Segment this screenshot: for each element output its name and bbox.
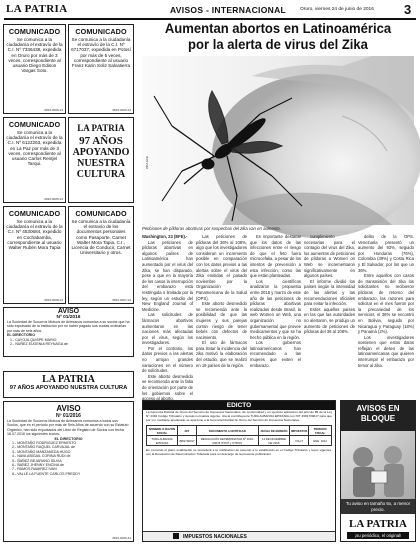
banner-tagline: 97 AÑOS APOYANDO NUESTRA CULTURA — [9, 385, 128, 391]
article-paragraph: Las solicitudes de fármacos abortivos aumentaron en las naciones más afectadas por el virus, según los investigadores. — [142, 312, 193, 346]
article-paragraph: Los gobiernos latinoamericanos han recomendado a las mujeres que eviten el embarazo. — [250, 340, 301, 368]
edicto-agency: IMPUESTOS NACIONALES — [183, 533, 247, 540]
notice-title: COMUNICADO — [8, 27, 61, 36]
edicto-closing: En conocido el plazo establecido se procederá a la notificación de acuerdo a lo establecido en el Código Tributario y leyes vigentes, con la Resolución de Determinación Tributaria para su descargo de la presente publicación. — [146, 448, 332, 457]
page-number: 3 — [404, 2, 412, 17]
aviso-directory: EL DIRECTORIO — [7, 333, 36, 338]
aviso-code: 0816-0006-24 — [112, 536, 131, 540]
article-column — [142, 234, 193, 402]
article-paragraph: Por el contrario, los datos previos a las alertas no arrojan grandes variaciones en el número de solicitudes. — [142, 345, 193, 374]
table-cell: RESOLUCIÓN DETERMINATIVA Nº 1016-00015 ITFCP y OTROS — [196, 436, 258, 446]
notice-box — [3, 117, 66, 203]
article-paragraph: delito de la OPS. Venezuela presentó un aumento del 93%, seguido por Honduras (76%), Colombia (39%) y Costa Rica y El Salvador, por los que un 36%. — [358, 234, 414, 273]
table-header: DOCUMENTO A NOTIFICAR — [196, 426, 258, 436]
article-paragraph: El uso de fármacos para tratar la incidencia del zika motivó la elaboración del estudio, que se realizó en 19 países de la región. — [196, 340, 247, 368]
promo-line: 97 AÑOS — [79, 135, 123, 147]
notice-code: 0816-0000-24 — [112, 108, 131, 112]
ad-image — [341, 431, 415, 499]
article-paragraph: Este aborto desmedido se recomienda ante la posibilidad de que las mujeres y sus parejas corran riesgo de tener bebés con defectos de nacimiento. — [196, 301, 247, 340]
notice-text: Se comunica a la ciudadanía el extravío de la C.I. Nº 6717037, expedida en Potosí por más de 5 veces, correspondiente al usuario Franz Karin Soliz Salvatierra — [71, 37, 131, 69]
table-header: PERIODO FISCAL — [309, 426, 332, 436]
article-headline: Aumentan abortos en Latinoamérica por la alerta de virus del Zika — [164, 21, 392, 53]
notice-code: 0816-0005-24 — [44, 197, 63, 201]
edicto-footer — [143, 531, 335, 541]
page-dateline: Oruro, viernes 24 de junio de 2016 — [300, 7, 374, 12]
aviso-item: 8.- VALLE LA FUENTE CARLOS FREDDY — [12, 471, 81, 476]
aviso-item: 7.- RAMOS RAMIREZ IVAN — [12, 467, 57, 472]
article-column — [304, 234, 355, 394]
notice-box — [68, 206, 134, 304]
ad-title: AVISOS EN BLOQUE — [356, 404, 400, 423]
aviso-item: 2.- NUÑEZ EUGENIA REYNAGA de — [10, 342, 68, 347]
notice-box — [3, 24, 66, 114]
table-cell: 14 DE DICIEMBRE DE 2016 — [258, 436, 289, 446]
article-dateline: Washington, 23 (EFE).- — [142, 234, 188, 239]
edicto-block — [142, 400, 336, 542]
ad-brand: LA PATRIA — [349, 518, 407, 530]
notice-title: COMUNICADO — [8, 209, 61, 218]
notice-code: 0816-0007-24 — [112, 298, 131, 302]
aviso-title: AVISO — [57, 308, 80, 315]
aviso-item: 1.- CAYOJA QUISPE MARIO — [10, 337, 57, 342]
photo-credit: ZIKA EFE — [145, 156, 149, 170]
ad-tagline: ¡su periódico, el original! — [347, 532, 409, 539]
table-cell: ENE. 2012 — [309, 436, 332, 446]
table-cell: TURA ALBANOA EPIFANIA — [147, 436, 178, 446]
aviso-directory: EL DIRECTORIO — [54, 436, 83, 441]
article-paragraph: Los científicos analizaron la propuesta entre 2016 y marzo de este año de las peticiones de píldoras abortivas realizadas desde Brasil, la web Women on Web, una organización no gubernamental que provee medicamentos y que se ha hecho pública en la región. — [250, 278, 301, 340]
aviso-text: La Sociedad de Socorros Mutuos de Artesanos comunica a su socios que ha sido expulsado de la institución por no haber pagado sus cuotas ordinarias por más de seis años. — [7, 320, 130, 333]
aviso-text: La Sociedad de Socorros Mutuos de Artesanos comunica a todos sus Socios, que en el período por más de Seis Años de acuerdo con su Estatuto Orgánico, han sido expulsados del Libro de Registro de Socios con fecha 18.07.2016 los siguientes socios: — [7, 419, 129, 437]
aviso-number: Nº 01/2016 — [56, 315, 81, 320]
aviso-item: 6.- ÑAÑEZ JHENNY ENCINA de — [12, 463, 65, 468]
notice-title: COMUNICADO — [75, 27, 127, 36]
aviso-item: 1.- MONTAÑO RODRIGUEZ ERNESTO — [12, 441, 77, 446]
table-header: NOMBRE O RAZÓN SOCIAL — [147, 426, 178, 436]
promo-line: NUESTRA — [77, 158, 125, 169]
article-paragraph: Estos aquellos países en las que las autoridades no alertaron, se produjo un aumento de peticiones de píldoras del 36 al 108%. — [304, 306, 355, 335]
aviso-title: AVISO — [56, 404, 81, 413]
aviso-item: 4.- NAVA ABIGAIL CORINA RUDI de — [12, 454, 71, 459]
photo-pregnancy-mosquito — [142, 56, 414, 225]
ad-header — [341, 401, 415, 431]
notice-text: Se comunica a la ciudadanía el extravío de los documentos personales como Pasaporte, Carnet Walter Mora Tapia, C.I., Licencia de Conducir, Carnet Universitario y otros. — [71, 219, 131, 256]
article-column — [196, 234, 247, 394]
edicto-table — [146, 425, 332, 446]
ad-promo: Tu aviso en tamaño 6x, a menor precio. — [341, 499, 415, 514]
promo-brand: LA PATRIA — [77, 123, 125, 133]
table-cell: IVA-IT — [289, 436, 308, 446]
article-paragraph: El informe dividió los países según la intensidad de las alertas y las recomendaciones oficiales para evitar la infección. — [304, 278, 355, 307]
notice-box — [3, 206, 66, 304]
promo-banner — [3, 371, 134, 398]
article-photo — [142, 56, 414, 225]
edicto-title: EDICTO — [143, 401, 335, 410]
ad-photo — [341, 431, 415, 499]
table-header-row — [147, 426, 332, 436]
article-paragraph: Este aborto desmedido se recomienda ante la falta de orientación por parte de los gobiernos sobre el acceso al aborto. — [142, 373, 193, 402]
promo-line: APOYANDO — [72, 147, 130, 158]
article-column — [250, 234, 301, 394]
notice-box — [68, 24, 134, 114]
aviso-item: 3.- MONTAÑO MANZANEDA HUGO — [12, 449, 71, 454]
article-paragraph: Es importante destacar que los datos de las infecciones entre el riesgo de que el feto fuera microcefalia, a pesar de los intentos de prevención a esta infección, como las que están planteadas. — [250, 234, 301, 279]
article-paragraph: Las peticiones de píldoras del 36% al 108%, algo que los investigadores consideran un incremento posible en comparación con los datos previos a las alertas sobre el virus del Zika emitidas el pasado noviembre por la Organización Panamericana de la Salud (OPS). — [196, 234, 247, 301]
aviso-block — [3, 307, 134, 357]
promo-line: CULTURA — [76, 169, 126, 180]
notice-text: Se comunica a la ciudadanía el extravío de la C.I. Nº 4530684, expedido en Cochabamba, correspondiente al usuario Walter Rubén Mora Tapia — [6, 219, 63, 251]
tax-agency-icon — [173, 533, 179, 539]
promo-box — [68, 117, 134, 203]
ad-block — [340, 400, 416, 542]
table-cell: 4981700017 — [178, 436, 197, 446]
aviso-item: 2.- MONTAÑO RAQUEL CARVAJAL de — [12, 445, 76, 450]
notice-text: Se comunica a la ciudadanía el extravío de la C.I. Nº 7336438, expedida en Oruro por más de 3 veces, correspondiente al usuario Diego Edison Vargas Soto. — [6, 37, 63, 74]
aviso-block — [3, 401, 134, 542]
page-header — [0, 0, 420, 20]
header-rule — [4, 18, 416, 20]
photo-caption: Peticiones de píldoras abortivas por sospechas del zika van en aumento. — [142, 226, 282, 231]
banner-brand: LA PATRIA — [42, 374, 95, 385]
notice-title: COMUNICADO — [8, 120, 61, 129]
edicto-intro: La Gerencia Distrital de Oruro del Servicio de Impuestos Nacionales, de conformidad y en ejercicio aplicación del artículo 89 de la Ley Nº 2492 Código Tributario y demás normativa vigente, cita al contribuyente TURA ALBANOA EPIFANIA con NIT 4981700017 para que por si o mediante apoderado se apersone a la Gerencia Distrital de Oruro del Servicio de Impuestos Nacionales. — [146, 410, 332, 422]
article-paragraph: Los investigadores sostienen que estos datos reflejan el deseo de las latinoamericanas que quieren interrumpir el embarazo por temor al zika. — [358, 334, 414, 368]
table-row — [147, 436, 332, 446]
notice-code: 0816-0008-24 — [44, 298, 63, 302]
table-header: NIT — [178, 426, 197, 436]
table-header: IMPUESTOS — [289, 426, 308, 436]
article-paragraph: Las peticiones de píldoras abortivas en algunos países de Latinoamérica han aumentado por el virus del Zika, se han disparado, pese a que en la mayoría de los casos la interrupción del embarazo está restringida o limitada por la ley, según un estudio del New England Journal of Medicine. — [142, 239, 193, 312]
notice-title: COMUNICADO — [75, 209, 127, 218]
article-column — [358, 234, 414, 394]
masthead-brand: LA PATRIA — [6, 3, 68, 15]
table-header: FECHA DE EMISIÓN — [258, 426, 289, 436]
aviso-number: Nº 01/2016 — [56, 413, 81, 419]
article-paragraph: Entre aquellos con casos de transmisión del zika los solicitantes no recibieron píldoras de retorno del embarazo, las razones para solicitar en el mes fueron por la precariedad de los servicios, el 36% se encontró en Bolivia, seguido por Nicaragua y Paraguay (18%) y Panamá (2%). — [358, 273, 414, 335]
section-title: AVISOS - INTERNACIONAL — [170, 5, 286, 15]
aviso-item: 5.- ÑAÑEZ BEJARANO SILVIA — [12, 458, 62, 463]
notice-code: 0816-0009-24 — [44, 108, 63, 112]
notice-text: Se comunica a la ciudadanía el extravío de la C.I. Nº 6122263, expedida en La Paz por más de 3 veces, correspondiente al usuario Carlos Rentjel Tarqui. — [6, 130, 63, 167]
article-paragraph: cumplimiento necesarias para el contagio del virus del Zika, los aumentos de peticiones de píldoras a Women on Web se incrementaron significativamente en algunos países. — [304, 234, 355, 279]
